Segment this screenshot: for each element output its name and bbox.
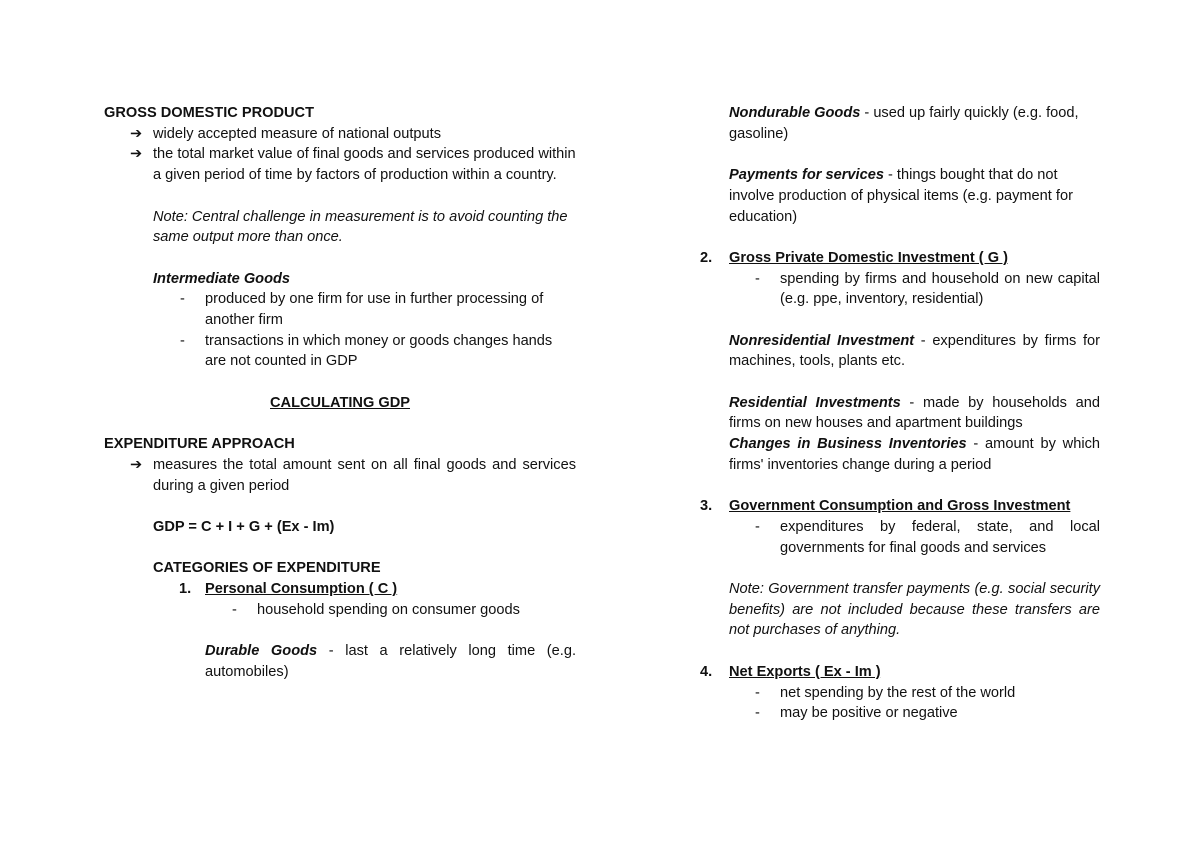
nonresidential-definition: - expenditures by firms for machines, tools, plants etc. xyxy=(729,332,1100,370)
nondurable-goods-para xyxy=(700,103,1100,144)
category-number: 3. xyxy=(700,498,713,515)
list-item xyxy=(104,144,576,185)
inventories-term: Changes in Business Inventories xyxy=(729,436,967,453)
category-number: 2. xyxy=(700,249,713,266)
list-item xyxy=(104,455,576,496)
category-number: 4. xyxy=(700,663,713,680)
residential-term: Residential Investments xyxy=(729,394,901,411)
dash-marker: - xyxy=(180,291,185,308)
left-column xyxy=(104,103,576,683)
list-item-text: spending by firms and household on new capital (e.g. ppe, inventory, residential) xyxy=(780,270,1100,308)
list-item xyxy=(700,269,1100,310)
category-item xyxy=(104,579,576,600)
category-title: Personal Consumption ( C ) xyxy=(205,581,398,598)
nonresidential-para xyxy=(700,331,1100,372)
list-item xyxy=(104,124,576,145)
list-item-text: the total market value of final goods and services produced within a given period of time by factors of production within a country. xyxy=(153,146,576,184)
list-item xyxy=(104,600,576,621)
dash-marker: - xyxy=(755,684,760,701)
durable-goods-definition: - last a relatively long time (e.g. automobiles) xyxy=(205,643,576,680)
durable-goods-term: Durable Goods xyxy=(205,643,318,660)
list-item-text: produced by one firm for use in further processing of another firm xyxy=(205,291,544,328)
list-item xyxy=(700,683,1100,704)
list-item-text: household spending on consumer goods xyxy=(257,601,520,618)
list-item xyxy=(104,331,576,372)
list-item xyxy=(700,517,1100,558)
categories-heading: CATEGORIES OF EXPENDITURE xyxy=(153,560,381,577)
residential-para xyxy=(700,393,1100,434)
list-item-text: net spending by the rest of the world xyxy=(780,684,1016,701)
dash-marker: - xyxy=(755,518,760,535)
category-title: Government Consumption and Gross Investment xyxy=(729,498,1071,515)
category-item xyxy=(700,248,1100,269)
list-item-text: expenditures by federal, state, and local governments for final goods and services xyxy=(780,518,1100,556)
list-item-text: transactions in which money or goods changes hands are not counted in GDP xyxy=(205,332,553,370)
transfer-payments-note: Note: Government transfer payments (e.g. social security benefits) are not included because these transfers are not purchases of anything. xyxy=(729,581,1100,639)
category-title: Net Exports ( Ex - Im ) xyxy=(729,663,881,680)
services-term: Payments for services xyxy=(729,167,884,184)
nondurable-goods-definition: - used up fairly quickly (e.g. food, gasoline) xyxy=(729,105,1079,142)
inventories-para xyxy=(700,434,1100,475)
expenditure-approach-heading: EXPENDITURE APPROACH xyxy=(104,436,295,453)
category-item xyxy=(700,662,1100,683)
list-item xyxy=(104,289,576,330)
services-definition: - things bought that do not involve production of physical items (e.g. payment for education) xyxy=(729,167,1073,225)
arrow-icon: ➔ xyxy=(130,456,143,473)
measurement-note: Note: Central challenge in measurement is to avoid counting the same output more than once. xyxy=(153,208,568,246)
right-column xyxy=(700,103,1100,724)
calculating-gdp-heading: CALCULATING GDP xyxy=(270,394,410,411)
category-number: 1. xyxy=(179,581,192,598)
arrow-icon: ➔ xyxy=(130,125,143,142)
list-item xyxy=(700,703,1100,724)
dash-marker: - xyxy=(755,270,760,287)
nondurable-goods-term: Nondurable Goods xyxy=(729,105,861,121)
list-item-text: measures the total amount sent on all final goods and services during a given period xyxy=(153,456,576,494)
residential-definition: - made by households and firms on new houses and apartment buildings xyxy=(729,394,1100,432)
inventories-definition: - amount by which firms' inventories change during a period xyxy=(729,436,1100,473)
nonresidential-term: Nonresidential Investment xyxy=(729,332,915,349)
durable-goods-para xyxy=(104,641,576,682)
services-para xyxy=(700,165,1100,227)
category-item xyxy=(700,496,1100,517)
gdp-formula: GDP = C + I + G + (Ex - Im) xyxy=(153,518,335,535)
gdp-heading: GROSS DOMESTIC PRODUCT xyxy=(104,105,314,121)
list-item-text: may be positive or negative xyxy=(780,705,958,722)
dash-marker: - xyxy=(232,601,237,618)
intermediate-goods-heading: Intermediate Goods xyxy=(153,270,291,287)
list-item-text: widely accepted measure of national outputs xyxy=(153,125,441,142)
dash-marker: - xyxy=(755,705,760,722)
dash-marker: - xyxy=(180,332,185,349)
category-title: Gross Private Domestic Investment ( G ) xyxy=(729,249,1008,266)
arrow-icon: ➔ xyxy=(130,146,143,163)
